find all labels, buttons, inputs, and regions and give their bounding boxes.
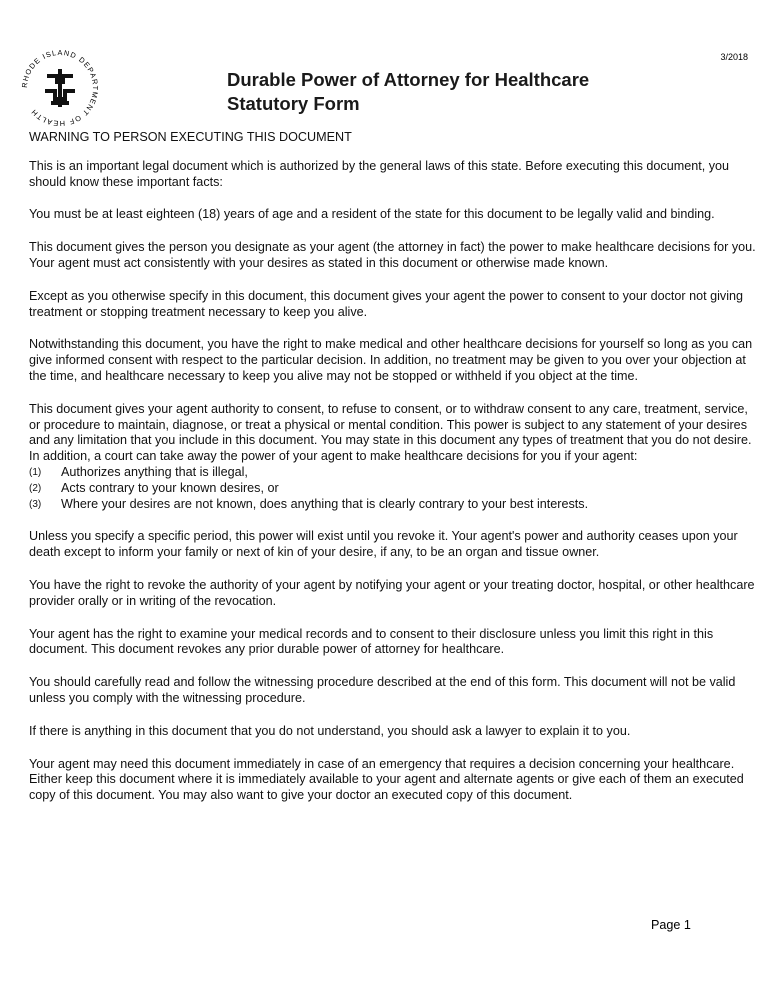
paragraph: You should carefully read and follow the witnessing procedure described at the end of this form. This document will not be valid unless you comply with the witnessing procedure. — [29, 675, 736, 705]
paragraph: You have the right to revoke the authority of your agent by notifying your agent or your treating doctor, hospital, or other healthcare provider orally or in writing of the revocation. — [29, 577, 755, 608]
paragraph: If there is anything in this document that you do not understand, you should ask a lawyer to explain it to you. — [29, 723, 631, 738]
paragraph: This is an important legal document which is authorized by the general laws of this state. Before executing this document, you should know these important facts: — [29, 158, 730, 189]
document-title — [227, 68, 589, 116]
list-item: (3) Where your desires are not known, does anything that is clearly contrary to your best interests. — [29, 496, 589, 511]
paragraph: Your agent has the right to examine your medical records and to consent to their disclosure unless you limit this right in this document. This document revokes any prior durable power of attorney for healthcare. — [29, 626, 714, 657]
form-date: 3/2018 — [720, 52, 748, 62]
list-item: (1) Authorizes anything that is illegal, — [29, 464, 248, 479]
agent-conditions-list — [29, 465, 759, 512]
document-body — [29, 130, 759, 821]
paragraph: This document gives your agent authority to consent, to refuse to consent, or to withdraw consent to any care, treatment, service, or procedure to maintain, diagnose, or treat a physical or mental condition. This power is subject to any statement of your desires and any limitation that you include in this document. You may state in this document any types of treatment that you do not desire. In addition, a court can take away the power of your agent to make healthcare decisions for you if your agent: — [29, 401, 752, 464]
list-item: (2) Acts contrary to your known desires, or — [29, 480, 279, 495]
title-line-1: Durable Power of Attorney for Healthcare — [227, 69, 590, 90]
paragraph: Notwithstanding this document, you have the right to make medical and other healthcare decisions for yourself so long as you can give informed consent with respect to the particular decision. In addition, no treatment may be given to you over your objection at the time, and healthcare necessary to keep you alive may not be stopped or withheld if you object at the time. — [29, 337, 753, 383]
svg-text:RHODE ISLAND DEPARTMENT OF HEA: RHODE ISLAND DEPARTMENT OF HEALTH — [19, 47, 101, 129]
paragraph: Your agent may need this document immediately in case of an emergency that requires a decision concerning your healthcare. Either keep this document where it is immediately available to your agent and alternate agents or give each of them an executed copy of this document. You may also want to give your doctor an executed copy of this document. — [29, 756, 744, 803]
paragraph: Unless you specify a specific period, this power will exist until you revoke it. Your agent's power and authority ceases upon your death except to inform your family or next of kin of your desire, if any, to be an organ and tissue owner. — [29, 529, 738, 560]
paragraph: You must be at least eighteen (18) years of age and a resident of the state for this document to be legally valid and binding. — [29, 207, 715, 222]
title-line-2: Statutory Form — [227, 93, 360, 114]
paragraph: This document gives the person you designate as your agent (the attorney in fact) the power to make healthcare decisions for you. Your agent must act consistently with your desires as stated in this document or otherwise made known. — [29, 240, 756, 270]
warning-heading: WARNING TO PERSON EXECUTING THIS DOCUMENT — [29, 130, 352, 144]
page-number: Page 1 — [651, 918, 691, 932]
rhode-island-department-of-health-seal — [18, 46, 102, 130]
paragraph: Except as you otherwise specify in this document, this document gives your agent the power to consent to your doctor not giving treatment or stopping treatment necessary to keep you alive. — [29, 288, 744, 319]
